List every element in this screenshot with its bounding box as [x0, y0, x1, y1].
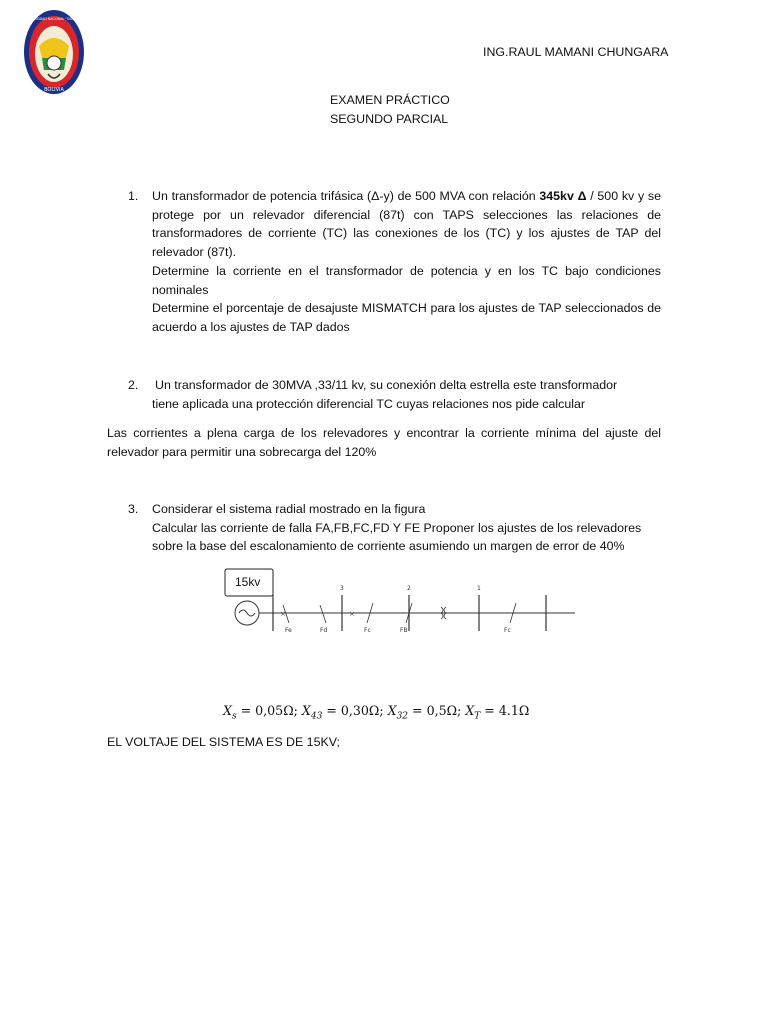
q2-paragraph: Las corrientes a plena carga de los relevadores y encontrar la corriente mínima del ajuste del relevador para permitir una sobrecarga del 120%	[107, 426, 661, 459]
q3-line-1: Considerar el sistema radial mostrado en la figura	[152, 502, 426, 516]
fault-label-c: Fc	[364, 627, 371, 634]
breaker-mark: ×	[349, 610, 355, 618]
reactance-equation: $X_s = 0,05\Omega$; $X_{43} = 0,30\Omega$; $X_{32} = 0,5\Omega$; $X_T = 4.1\Omega$	[223, 703, 530, 722]
fault-label-e: Fe	[285, 627, 292, 634]
exam-title	[330, 91, 450, 128]
fault-arrow	[320, 605, 326, 623]
sine-icon	[239, 610, 255, 616]
radial-system-diagram	[222, 565, 582, 640]
bus-label-3: 3	[340, 585, 344, 592]
bus-label-2: 2	[407, 585, 411, 592]
university-seal-logo	[22, 8, 86, 96]
q3-line-3: sobre la base del escalonamiento de corriente asumiendo un margen de error de 40%	[152, 539, 625, 554]
q1-number: 1.	[128, 189, 139, 203]
fault-label-d: Fd	[320, 627, 328, 634]
title-line-2: SEGUNDO PARCIAL	[330, 111, 449, 126]
question-3	[152, 500, 672, 556]
system-voltage-note: EL VOLTAJE DEL SISTEMA ES DE 15KV;	[107, 735, 340, 749]
question-1	[152, 187, 661, 337]
q1-paragraph-1: Un transformador de potencia trifásica (Δ-y) de 500 MVA con relación 345kv Δ / 500 kv y se protege por un relevador diferencial (87t) con TAPS selecciones las relaciones de transformadores de corriente (TC) las conexiones de los (TC) y los ajustes de TAP del relevador (87t).	[152, 189, 661, 260]
author-name: ING.RAUL MAMANI CHUNGARA	[483, 45, 669, 59]
question-2	[152, 376, 665, 413]
q1-paragraph-2: Determine la corriente en el transformador de potencia y en los TC bajo condiciones nominales	[152, 263, 661, 297]
q1-paragraph-3: Determine el porcentaje de desajuste MISMATCH para los ajustes de TAP seleccionados de acuerdo a los ajustes de TAP dados	[152, 301, 661, 334]
logo-lettering-bottom: BOLIVIA	[44, 87, 64, 93]
q2-number: 2.	[128, 378, 139, 392]
source-label: 15kv	[235, 575, 261, 589]
q2-line-1: Un transformador de 30MVA ,33/11 kv, su conexión delta estrella este transformador	[155, 378, 618, 392]
q3-line-2: Calcular las corriente de falla FA,FB,FC,FD Y FE Proponer los ajustes de los relevadores	[152, 520, 642, 535]
q2-line-2: tiene aplicada una protección diferencial TC cuyas relaciones nos pide calcular	[152, 396, 586, 411]
logo-lettering-top: UNIVERSIDAD NACIONAL "SIGLO XX"	[24, 17, 84, 21]
title-line-1: EXAMEN PRÁCTICO	[330, 93, 450, 107]
bus-label-1: 1	[477, 585, 481, 592]
q3-number: 3.	[128, 502, 139, 516]
fault-label-c2: Fc	[504, 627, 511, 634]
fault-label-b: FB	[400, 627, 408, 634]
breaker-mark: ×	[280, 610, 286, 618]
